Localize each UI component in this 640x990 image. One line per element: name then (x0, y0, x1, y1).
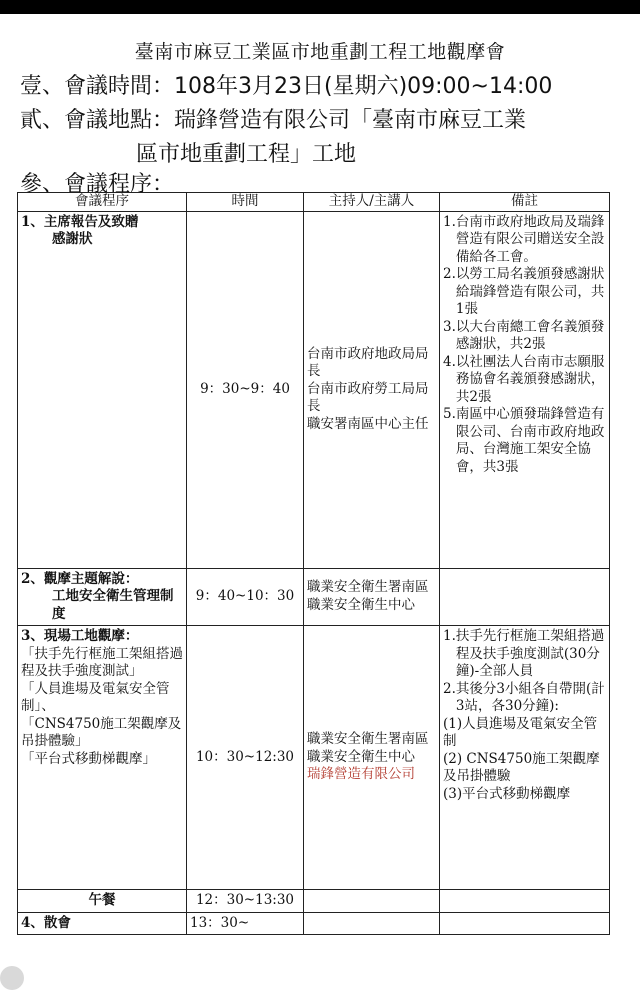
table-row (18, 568, 610, 626)
note-item: 3. 以大台南總工會名義頒發感謝狀，共2張 (443, 318, 605, 352)
row3-program (18, 626, 187, 890)
note-item: 1. 台南市政府地政局及瑞鋒營造有限公司贈送安全設備給各工會。 (443, 213, 605, 265)
note-item: 2. 其後分3小組各自帶開(計3站，各30分鐘): (443, 680, 605, 714)
note-sub-items: (1)人員進場及電氣安全管制 (2) CNS4750施工架觀摩及吊掛體驗 (3)平台式移動梯觀摩 (443, 715, 600, 802)
note-item: 1. 扶手先行框施工架組搭過程及扶手強度測試(30分鐘)-全部人員 (443, 628, 605, 679)
meeting-place-line-2: 區市地重劃工程」工地 (136, 142, 357, 167)
row1-program (18, 211, 187, 568)
document (0, 40, 640, 931)
row4-host (304, 890, 440, 913)
row3-host-text: 職業安全衛生署南區職業安全衛生中心 (307, 731, 429, 765)
meeting-time: 壹、會議時間：108年3月23日(星期六)09:00~14:00 (20, 74, 553, 99)
row2-time: 9：40~10：30 (187, 568, 304, 626)
row1-time: 9：30~9：40 (187, 211, 304, 568)
note-item: 4. 以社團法人台南市志願服務協會名義頒發感謝狀，共2張 (443, 353, 605, 405)
table-row (18, 912, 610, 935)
row5-time: 13：30~ (187, 912, 304, 935)
header-notes: 備註 (440, 193, 610, 212)
row5-program: 4、散會 (18, 912, 187, 935)
header-time: 時間 (187, 193, 304, 212)
row1-notes (440, 211, 610, 568)
floating-button[interactable] (0, 966, 24, 990)
row3-notes (440, 626, 610, 890)
row2-notes (440, 568, 610, 626)
document-title: 臺南市麻豆工業區市地重劃工程工地觀摩會 (134, 41, 506, 63)
program-table (17, 192, 610, 935)
row1-host-text: 台南市政府地政局局長 台南市政府勞工局局長 職安署南區中心主任 (307, 345, 429, 432)
row5-host (304, 912, 440, 935)
row2-program (18, 568, 187, 626)
header-program: 會議程序 (18, 193, 187, 212)
meeting-place-line-1: 貳、會議地點：瑞鋒營造有限公司「臺南市麻豆工業 (20, 108, 527, 133)
table-row (18, 211, 610, 568)
row1-host (304, 211, 440, 568)
row1-program-title: 1、主席報告及致贈 (21, 213, 139, 230)
row2-program-subtitle: 工地安全衛生管理制度 (52, 588, 174, 622)
row2-program-title: 2、觀摩主題解說： (21, 570, 139, 587)
row3-program-body: 「扶手先行框施工架組搭過程及扶手強度測試」 「人員進場及電氣安全管制」、 「CNS4750施工架觀摩及吊掛體驗」 「平台式移動梯觀摩」 (21, 645, 183, 767)
row4-notes (440, 890, 610, 913)
header-host: 主持人/主講人 (304, 193, 440, 212)
row4-time: 12：30~13:30 (187, 890, 304, 913)
status-bar (0, 0, 640, 14)
row4-program: 午餐 (18, 890, 187, 913)
row3-program-title: 3、現場工地觀摩： (21, 628, 139, 644)
row3-host (304, 626, 440, 890)
table-row (18, 626, 610, 890)
row5-notes (440, 912, 610, 935)
table-row (18, 890, 610, 913)
row3-host-company: 瑞鋒營造有限公司 (307, 766, 415, 783)
note-item: 2. 以勞工局名義頒發感謝狀給瑞鋒營造有限公司，共1張 (443, 266, 605, 317)
note-item: 5. 南區中心頒發瑞鋒營造有限公司、台南市政府地政局、台灣施工架安全協會，共3張 (443, 406, 605, 475)
row2-host: 職業安全衛生署南區職業安全衛生中心 (304, 568, 440, 626)
meeting-program-heading: 參、會議程序： (20, 172, 175, 197)
row1-program-subtitle: 感謝狀 (52, 231, 93, 247)
row3-time: 10：30~12:30 (187, 626, 304, 890)
table-header-row (18, 193, 610, 212)
